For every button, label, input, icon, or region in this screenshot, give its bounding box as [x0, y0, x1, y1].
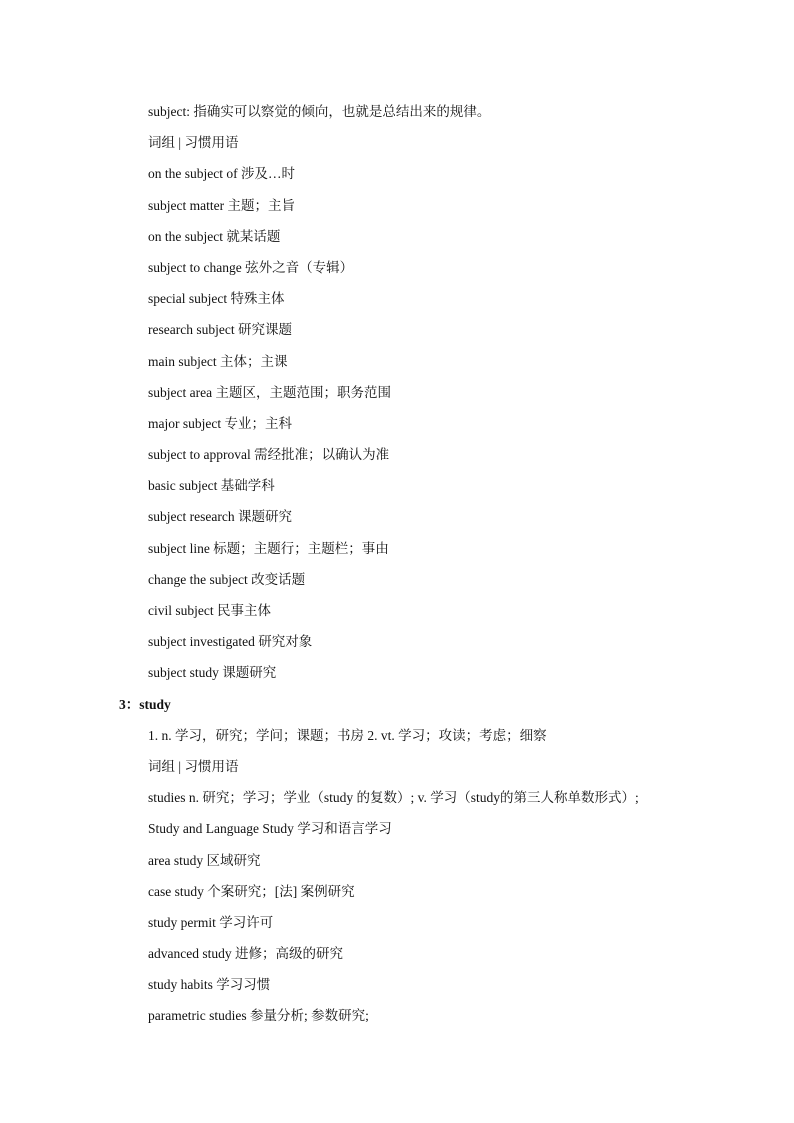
document-body: [0, 96, 794, 1032]
definition-line: subject: 指确实可以察觉的倾向，也就是总结出来的规律。: [148, 104, 491, 119]
phrase-entry: change the subject 改变话题: [148, 571, 306, 587]
phrase-entry: research subject 研究课题: [148, 322, 292, 338]
section-heading: 3：study: [119, 696, 171, 712]
phrase-entry: case study 个案研究；[法] 案例研究: [148, 883, 355, 899]
phrase-group-heading: 词组 | 习惯用语: [148, 758, 239, 774]
phrase-entry: special subject 特殊主体: [148, 291, 285, 307]
phrase-entry: subject study 课题研究: [148, 665, 277, 681]
phrase-entry: subject area 主题区，主题范围；职务范围: [148, 384, 391, 400]
phrase-entry: parametric studies 参量分析; 参数研究;: [148, 1008, 369, 1024]
phrase-entry: civil subject 民事主体: [148, 603, 271, 618]
phrase-entry: study permit 学习许可: [148, 914, 274, 930]
definition-line: 1. n. 学习，研究；学问；课题；书房 2. vt. 学习；攻读；考虑；细察: [148, 727, 547, 743]
phrase-entry: area study 区域研究: [148, 852, 261, 868]
phrase-entry: basic subject 基础学科: [148, 478, 275, 494]
phrase-entry: subject research 课题研究: [148, 509, 292, 525]
phrase-entry: on the subject 就某话题: [148, 228, 281, 244]
phrase-entry: subject matter 主题；主旨: [148, 197, 295, 213]
phrase-entry: subject to approval 需经批准；以确认为准: [148, 447, 390, 463]
phrase-entry: advanced study 进修；高级的研究: [148, 946, 343, 962]
phrase-entry: study habits 学习习惯: [148, 977, 271, 993]
phrase-entry: studies n. 研究；学习；学业（study 的复数）; v. 学习（study的第三人称单数形式）;: [148, 790, 639, 806]
phrase-entry: major subject 专业；主科: [148, 415, 292, 431]
phrase-group-heading: 词组 | 习惯用语: [148, 135, 239, 151]
phrase-entry: subject line 标题；主题行；主题栏；事由: [148, 540, 389, 556]
phrase-entry: Study and Language Study 学习和语言学习: [148, 821, 392, 837]
phrase-entry: subject to change 弦外之音（专辑）: [148, 259, 354, 275]
phrase-entry: main subject 主体；主课: [148, 353, 288, 369]
phrase-entry: subject investigated 研究对象: [148, 634, 313, 650]
phrase-entry: on the subject of 涉及…时: [148, 166, 295, 182]
